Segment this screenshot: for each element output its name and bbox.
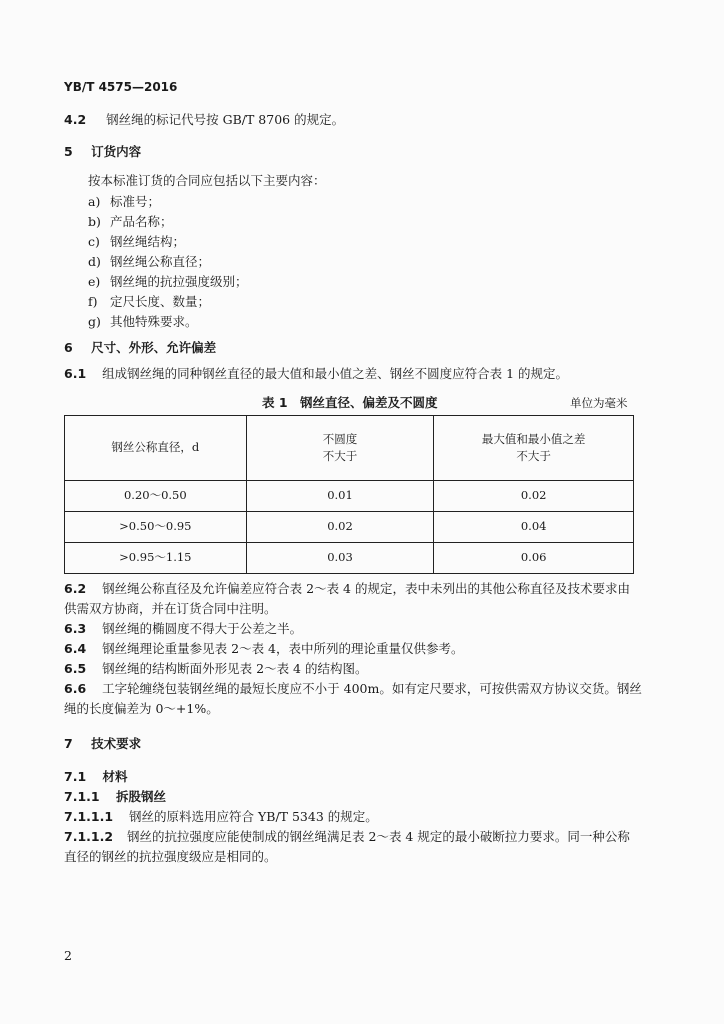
clause-6-1: [64, 368, 568, 381]
cell-ovality: 0.01: [246, 481, 434, 512]
clause-7-1-1-1: [64, 811, 378, 824]
list-text: 定尺长度、数量；: [110, 294, 211, 309]
clause-7-1-1: [64, 791, 166, 804]
list-label: f): [88, 294, 98, 309]
clause-text: 钢丝的原料选用应符合 YB/T 5343 的规定。: [129, 809, 378, 824]
clause-6-6-continued: 绳的长度偏差为 0～+1%。: [64, 701, 219, 716]
clause-number: 4.2: [64, 112, 87, 127]
clause-number: 6.6: [64, 681, 87, 696]
table-row: [65, 512, 634, 543]
list-label: b): [88, 214, 101, 229]
clause-number: 6.1: [64, 366, 87, 381]
section-title: 技术要求: [91, 736, 142, 751]
list-item: [88, 216, 173, 229]
clause-text: 工字轮缠绕包装钢丝绳的最短长度应不小于 400m。如有定尺要求，可按供需双方协议交货。钢丝: [102, 681, 642, 696]
clause-title: 材料: [102, 769, 128, 784]
table-caption: 表 1 钢丝直径、偏差及不圆度: [262, 395, 438, 410]
clause-6-5: [64, 663, 367, 676]
clause-text: 钢丝绳的标记代号按 GB/T 8706 的规定。: [106, 112, 345, 127]
header-text: 不大于: [516, 449, 551, 463]
cell-diff: 0.06: [434, 543, 634, 574]
clause-6-3: [64, 623, 302, 636]
clause-6-2-continued: 供需双方协商，并在订货合同中注明。: [64, 601, 277, 616]
section-number: 7: [64, 736, 73, 751]
list-text: 钢丝绳结构；: [110, 234, 186, 249]
clause-number: 7.1.1.2: [64, 829, 114, 844]
standard-code: YB/T 4575—2016: [64, 80, 178, 94]
clause-number: 7.1.1.1: [64, 809, 114, 824]
list-item: [88, 276, 248, 289]
clause-7-1-1-2-continued: 直径的钢丝的抗拉强度级应是相同的。: [64, 849, 277, 864]
page-number: 2: [64, 948, 72, 963]
section-6-heading: [64, 342, 216, 355]
cell-ovality: 0.03: [246, 543, 434, 574]
list-label: d): [88, 254, 101, 269]
section-7-heading: [64, 738, 141, 751]
header-text: 钢丝公称直径，d: [111, 440, 200, 455]
section-5-intro: 按本标准订货的合同应包括以下主要内容：: [88, 173, 326, 188]
clause-7-1-1-2: [64, 831, 630, 844]
section-5-heading: [64, 146, 141, 159]
clause-6-2: [64, 583, 630, 596]
list-text: 钢丝绳公称直径；: [110, 254, 211, 269]
clause-number: 6.2: [64, 581, 87, 596]
clause-number: 6.3: [64, 621, 87, 636]
header-cell-max-min-diff: [434, 416, 634, 481]
list-item: [88, 196, 160, 209]
clause-7-1: [64, 771, 128, 784]
section-title: 尺寸、外形、允许偏差: [91, 340, 217, 355]
list-text: 产品名称；: [110, 214, 173, 229]
list-label: e): [88, 274, 101, 289]
clause-number: 7.1: [64, 769, 87, 784]
table-1: [64, 415, 634, 574]
section-number: 5: [64, 144, 73, 159]
clause-title: 拆股钢丝: [115, 789, 166, 804]
cell-diameter: >0.50～0.95: [65, 512, 247, 543]
list-text: 钢丝绳的抗拉强度级别；: [110, 274, 248, 289]
section-number: 6: [64, 340, 73, 355]
list-item: [88, 236, 185, 249]
table-row: [65, 481, 634, 512]
header-text: 不大于: [322, 449, 358, 463]
list-label: a): [88, 194, 101, 209]
clause-number: 6.4: [64, 641, 87, 656]
clause-text: 钢丝绳理论重量参见表 2～表 4，表中所列的理论重量仅供参考。: [102, 641, 464, 656]
cell-diameter: 0.20～0.50: [65, 481, 247, 512]
cell-diameter: >0.95～1.15: [65, 543, 247, 574]
list-label: g): [88, 314, 101, 329]
header-cell-nominal-diameter: [65, 416, 247, 481]
cell-ovality: 0.02: [246, 512, 434, 543]
header-text: 不圆度: [322, 431, 358, 446]
clause-text: 组成钢丝绳的同种钢丝直径的最大值和最小值之差、钢丝不圆度应符合表 1 的规定。: [102, 366, 569, 381]
cell-diff: 0.02: [434, 481, 634, 512]
clause-text: 钢丝的抗拉强度应能使制成的钢丝绳满足表 2～表 4 规定的最小破断拉力要求。同一种公称: [127, 829, 630, 844]
list-label: c): [88, 234, 100, 249]
clause-text: 钢丝绳的椭圆度不得大于公差之半。: [102, 621, 303, 636]
cell-diff: 0.04: [434, 512, 634, 543]
clause-6-4: [64, 643, 464, 656]
clause-4-2: [64, 114, 344, 127]
clause-number: 7.1.1: [64, 789, 100, 804]
list-text: 其他特殊要求。: [110, 314, 198, 329]
clause-text: 钢丝绳公称直径及允许偏差应符合表 2～表 4 的规定，表中未列出的其他公称直径及技术要求由: [102, 581, 630, 596]
table-unit: 单位为毫米: [570, 396, 628, 410]
clause-text: 钢丝绳的结构断面外形见表 2～表 4 的结构图。: [102, 661, 368, 676]
table-header-row: [65, 416, 634, 481]
clause-6-6: [64, 683, 642, 696]
list-text: 标准号；: [110, 194, 161, 209]
header-cell-ovality: [246, 416, 434, 481]
list-item: [88, 316, 198, 329]
list-item: [88, 296, 210, 309]
list-item: [88, 256, 210, 269]
header-text: 最大值和最小值之差: [481, 431, 586, 446]
section-title: 订货内容: [91, 144, 142, 159]
table-row: [65, 543, 634, 574]
clause-number: 6.5: [64, 661, 87, 676]
